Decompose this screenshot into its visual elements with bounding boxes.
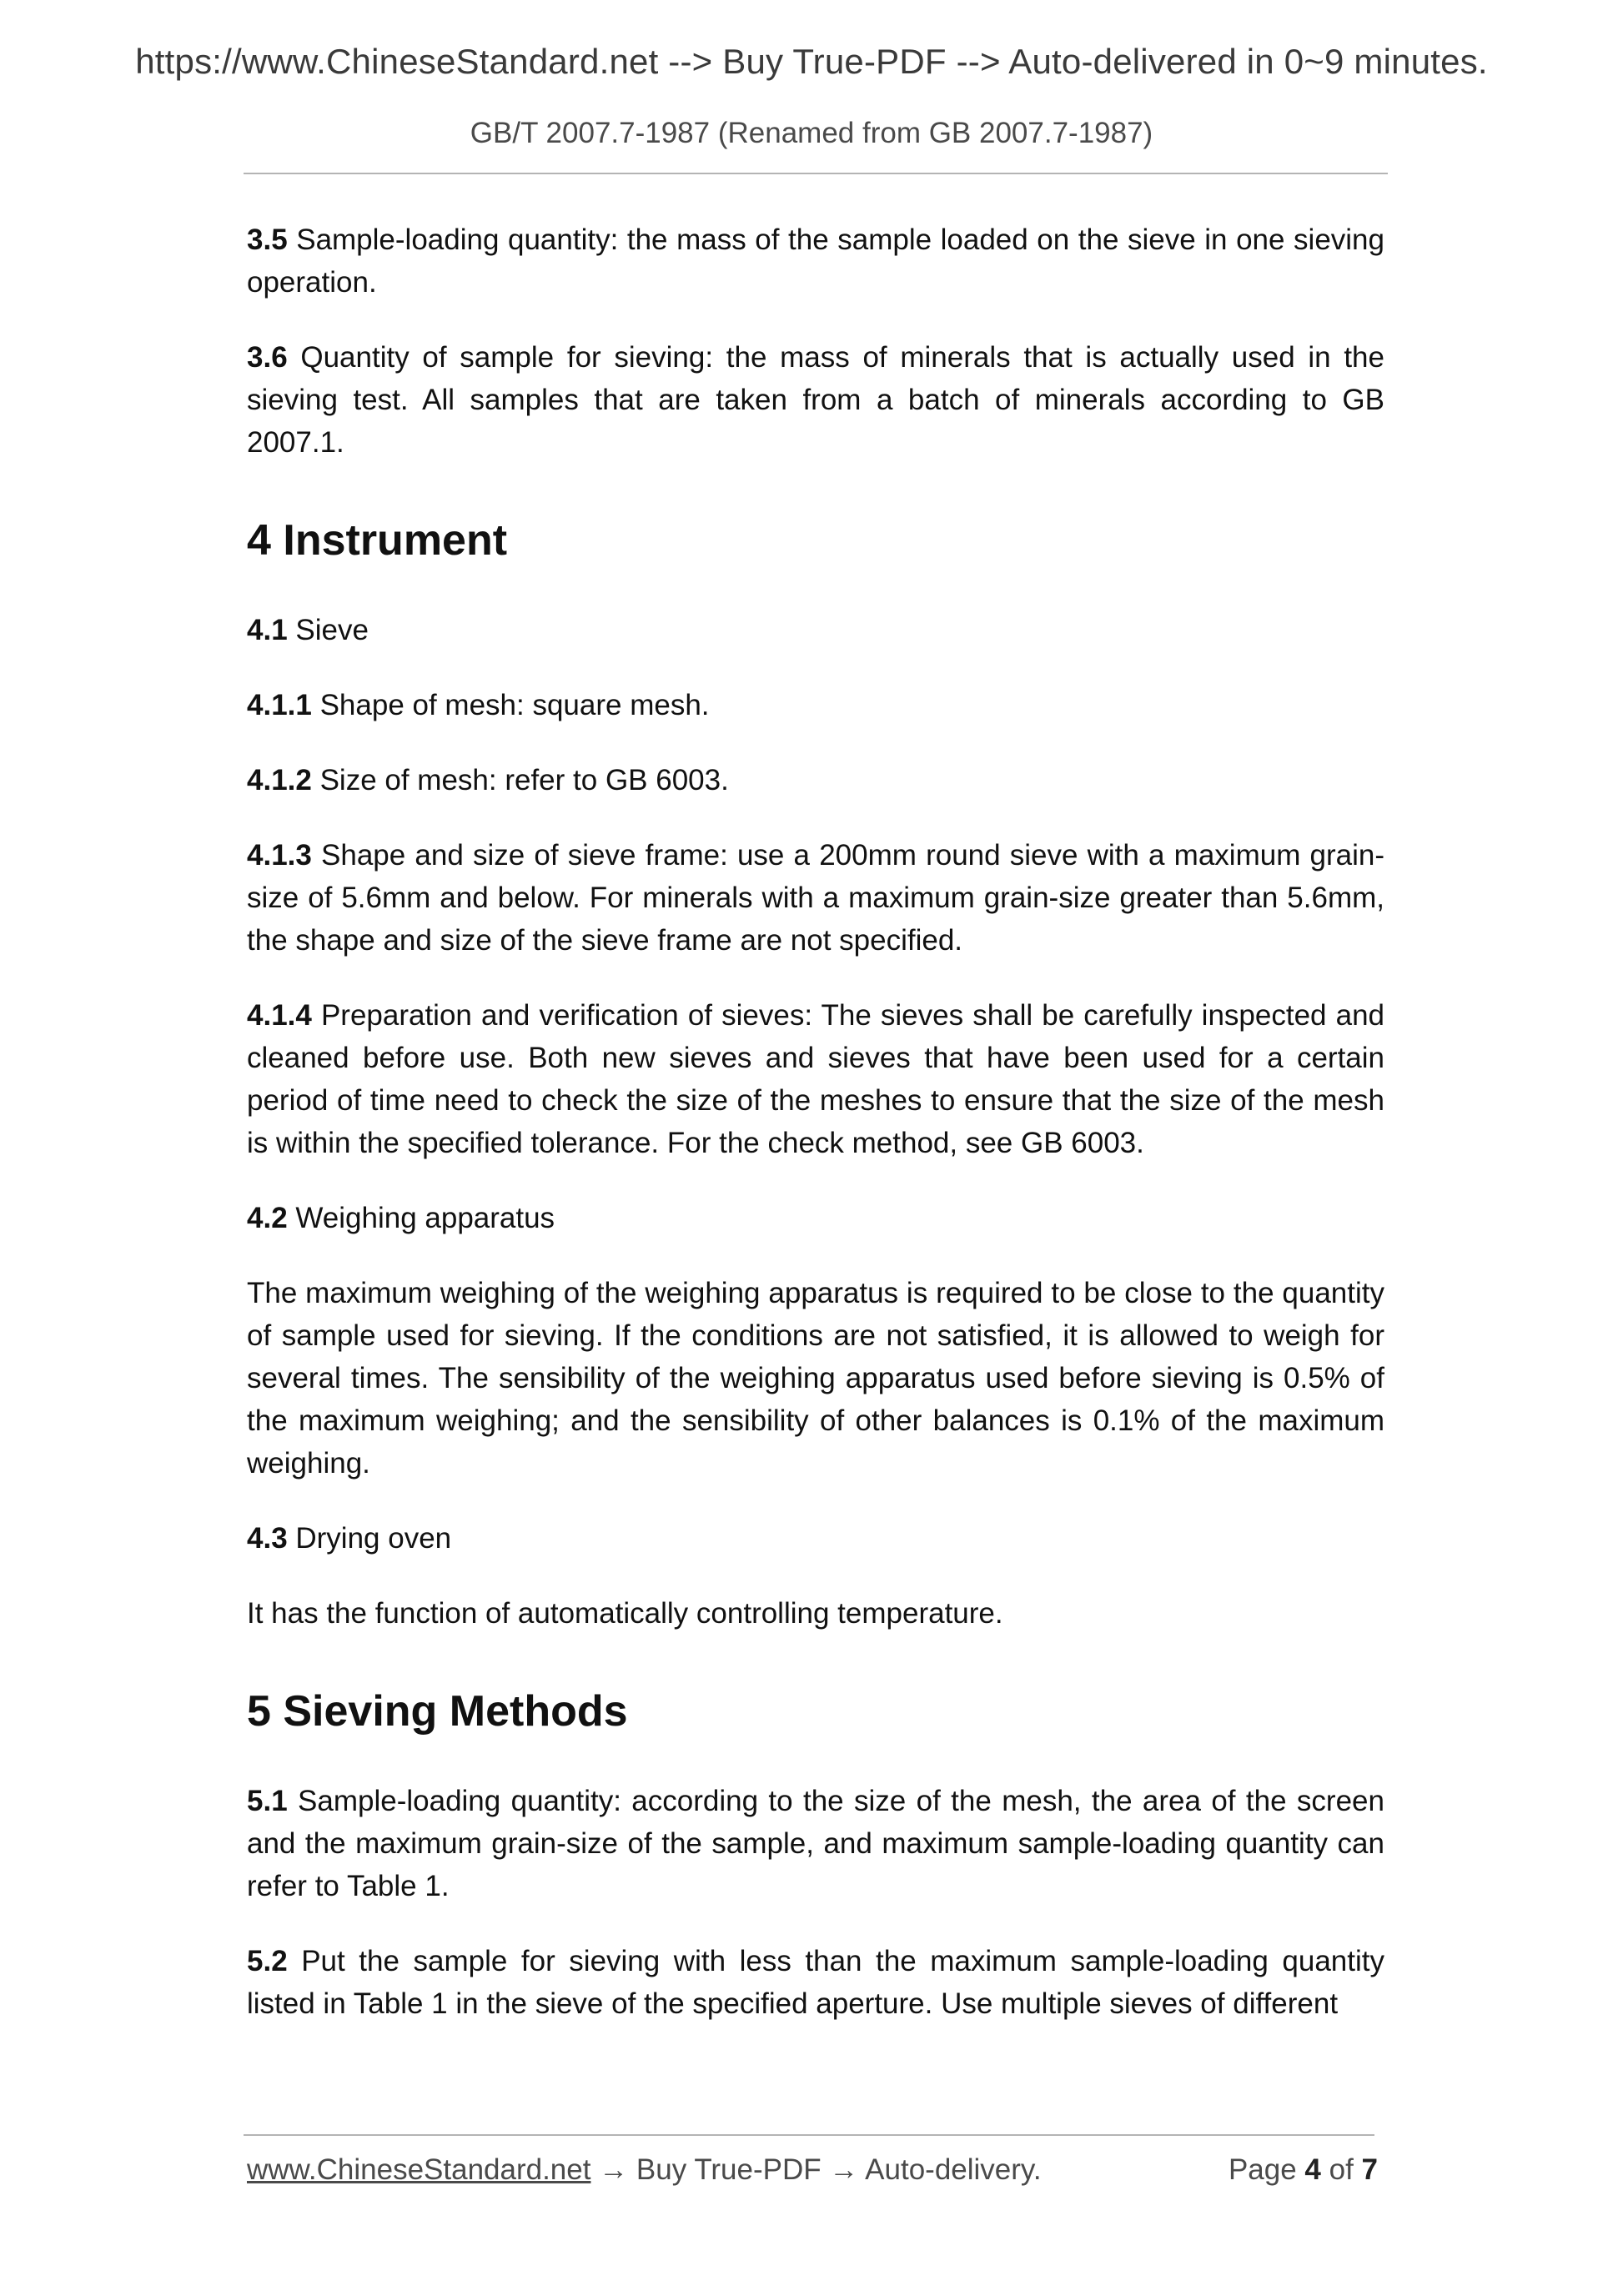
clause-text: Sample-loading quantity: according to the size of the mesh, the area of the screen and the maximum grain-size of the sample, and maximum sample-loading quantity can refer to Table 1. [247, 1785, 1384, 1902]
footer-left [247, 2153, 1042, 2186]
clause-text: Sample-loading quantity: the mass of the sample loaded on the sieve in one sieving operation. [247, 224, 1384, 299]
paragraph-4-2 [247, 1197, 1384, 1239]
top-banner: https://www.ChineseStandard.net --> Buy True-PDF --> Auto-delivered in 0~9 minutes. [135, 42, 1488, 81]
clause-number: 4.1 [247, 614, 288, 646]
clause-number: 4.1.1 [247, 689, 312, 721]
footer-divider [244, 2134, 1374, 2136]
paragraph-4-1-3 [247, 834, 1384, 962]
clause-number: 4.1.2 [247, 764, 312, 796]
clause-text: Preparation and verification of sieves: The sieves shall be carefully inspected and cleaned before use. Both new sieves and sieves that have been used for a certain period of time need to check the size of the meshes to ensure that the size of the mesh is within the specified tolerance. For the check method, see GB 6003. [247, 999, 1384, 1159]
document-code: GB/T 2007.7-1987 (Renamed from GB 2007.7-1987) [470, 117, 1153, 149]
page-total: 7 [1361, 2153, 1378, 2186]
clause-text: Drying oven [287, 1522, 452, 1555]
clause-text: Quantity of sample for sieving: the mass of minerals that is actually used in the sieving test. All samples that are taken from a batch of minerals according to GB 2007.1. [247, 341, 1384, 459]
clause-number: 3.6 [247, 341, 288, 374]
page-footer [247, 2153, 1378, 2187]
paragraph-4-1-1 [247, 684, 1384, 726]
clause-number: 4.3 [247, 1522, 288, 1555]
clause-text: Sieve [287, 614, 369, 646]
footer-tagline: → Buy True-PDF → Auto-delivery. [590, 2153, 1042, 2186]
clause-text: Shape of mesh: square mesh. [311, 689, 710, 721]
paragraph-4-3 [247, 1517, 1384, 1560]
page-label: Page [1228, 2153, 1305, 2186]
page-current: 4 [1304, 2153, 1321, 2186]
paragraph-3-5 [247, 219, 1384, 304]
clause-text: Shape and size of sieve frame: use a 200mm round sieve with a maximum grain-size of 5.6mm and below. For minerals with a maximum grain-size greater than 5.6mm, the shape and size of the sieve frame are not specified. [247, 839, 1384, 957]
section-heading-sieving-methods: 5 Sieving Methods [247, 1687, 628, 1736]
paragraph-4-3-body: It has the function of automatically controlling temperature. [247, 1597, 1003, 1630]
paragraph-4-1-2 [247, 759, 1384, 801]
paragraph-5-1 [247, 1780, 1384, 1907]
clause-number: 3.5 [247, 224, 288, 256]
paragraph-3-6 [247, 336, 1384, 464]
header-divider [244, 173, 1388, 174]
clause-text: Weighing apparatus [287, 1202, 555, 1234]
page-number [1229, 2153, 1378, 2187]
paragraph-4-2-body: The maximum weighing of the weighing apparatus is required to be close to the quantity of sample used for sieving. If the conditions are not satisfied, it is allowed to weigh for several times. The sensibility of the weighing apparatus used before sieving is 0.5% of the maximum weighing; and the sensibility of other balances is 0.1% of the maximum weighing. [247, 1277, 1384, 1480]
clause-text: Size of mesh: refer to GB 6003. [311, 764, 729, 796]
paragraph-5-2 [247, 1940, 1384, 2025]
page-content [247, 219, 1384, 2057]
paragraph-4-1-4 [247, 994, 1384, 1164]
page-of: of [1320, 2153, 1362, 2186]
clause-number: 4.1.4 [247, 999, 312, 1032]
clause-number: 5.1 [247, 1785, 288, 1817]
section-heading-instrument: 4 Instrument [247, 516, 508, 565]
clause-number: 4.1.3 [247, 839, 312, 872]
website-link[interactable]: www.ChineseStandard.net [247, 2153, 591, 2186]
clause-number: 5.2 [247, 1945, 288, 1977]
clause-text: Put the sample for sieving with less than the maximum sample-loading quantity listed in Table 1 in the sieve of the specified aperture. Use multiple sieves of different [247, 1945, 1384, 2020]
clause-number: 4.2 [247, 1202, 288, 1234]
paragraph-4-1 [247, 609, 1384, 651]
